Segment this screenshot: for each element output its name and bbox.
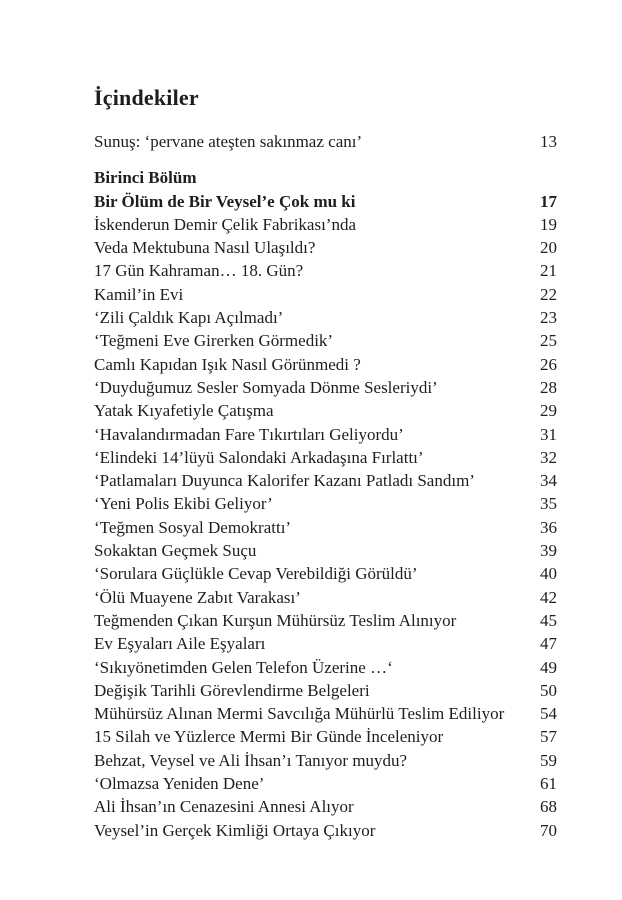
entry-page-number: 61 (540, 774, 557, 794)
entry-title: ‘Zili Çaldık Kapı Açılmadı’ (94, 308, 284, 328)
entry-page-number: 54 (540, 704, 557, 724)
entry-title: ‘Havalandırmadan Fare Tıkırtıları Geliyordu’ (94, 424, 404, 444)
toc-entry-row (94, 329, 557, 352)
toc-entry-row (94, 423, 557, 446)
toc-entry-row (94, 283, 557, 306)
section-subheading-row (94, 190, 557, 213)
toc-entry-row (94, 609, 557, 632)
entry-page-number: 57 (540, 727, 557, 747)
entry-title: ‘Yeni Polis Ekibi Geliyor’ (94, 494, 273, 514)
section-subheading: Bir Ölüm de Bir Veysel’e Çok mu ki (94, 191, 356, 211)
entry-title: Veysel’in Gerçek Kimliği Ortaya Çıkıyor (94, 820, 376, 840)
entry-title: ‘Ölü Muayene Zabıt Varakası’ (94, 587, 301, 607)
entry-page-number: 68 (540, 797, 557, 817)
entry-page-number: 22 (540, 284, 557, 304)
entry-page-number: 35 (540, 494, 557, 514)
entry-page-number: 31 (540, 424, 557, 444)
toc-section-block (94, 166, 557, 213)
entry-title: Ev Eşyaları Aile Eşyaları (94, 634, 266, 654)
toc-entry-row (94, 376, 557, 399)
entry-title: ‘Olmazsa Yeniden Dene’ (94, 774, 265, 794)
entry-title: ‘Elindeki 14’lüyü Salondaki Arkadaşına Fırlattı’ (94, 447, 424, 467)
entry-title: ‘Teğmeni Eve Girerken Görmedik’ (94, 331, 334, 351)
page-title: İçindekiler (94, 85, 199, 110)
section-page-number: 17 (540, 191, 557, 211)
toc-entry-row (94, 656, 557, 679)
preface-page-number: 13 (540, 132, 557, 151)
entry-title: Ali İhsan’ın Cenazesini Annesi Alıyor (94, 797, 354, 817)
toc-entry-row (94, 539, 557, 562)
toc-entry-row (94, 213, 557, 236)
toc-entry-row (94, 702, 557, 725)
section-heading: Birinci Bölüm (94, 168, 197, 188)
entry-title: Kamil’in Evi (94, 284, 184, 304)
entry-page-number: 20 (540, 238, 557, 258)
entry-page-number: 23 (540, 308, 557, 328)
toc-entry-row (94, 353, 557, 376)
entry-title: ‘Sıkıyönetimden Gelen Telefon Üzerine …‘ (94, 657, 393, 677)
toc-entry-row (94, 749, 557, 772)
entry-title: 15 Silah ve Yüzlerce Mermi Bir Günde İnceleniyor (94, 727, 444, 747)
entry-title: Sokaktan Geçmek Suçu (94, 541, 257, 561)
entry-page-number: 21 (540, 261, 557, 281)
toc-entry-row (94, 819, 557, 842)
toc-entry-row (94, 516, 557, 539)
toc-entry-row (94, 469, 557, 492)
entry-page-number: 45 (540, 610, 557, 630)
entry-title: İskenderun Demir Çelik Fabrikası’nda (94, 214, 357, 234)
entry-title: Yatak Kıyafetiyle Çatışma (94, 401, 274, 421)
entry-page-number: 28 (540, 377, 557, 397)
toc-entry-row (94, 679, 557, 702)
entry-title: Mühürsüz Alınan Mermi Savcılığa Mühürlü Teslim Ediliyor (94, 704, 505, 724)
entry-page-number: 70 (540, 820, 557, 840)
section-heading-row (94, 166, 557, 189)
toc-entry-row (94, 795, 557, 818)
toc-entry-row (94, 492, 557, 515)
toc-entry-row (94, 725, 557, 748)
entry-page-number: 34 (540, 471, 557, 491)
entry-page-number: 49 (540, 657, 557, 677)
entry-page-number: 19 (540, 214, 557, 234)
toc-entry-row (94, 586, 557, 609)
toc-entry-row (94, 562, 557, 585)
toc-preface-row (94, 130, 557, 153)
toc-entries (94, 213, 557, 842)
entry-page-number: 50 (540, 680, 557, 700)
entry-page-number: 40 (540, 564, 557, 584)
entry-title: Veda Mektubuna Nasıl Ulaşıldı? (94, 238, 316, 258)
entry-title: 17 Gün Kahraman… 18. Gün? (94, 261, 304, 281)
entry-page-number: 42 (540, 587, 557, 607)
entry-page-number: 29 (540, 401, 557, 421)
entry-title: Teğmenden Çıkan Kurşun Mühürsüz Teslim Alınıyor (94, 610, 457, 630)
entry-title: Behzat, Veysel ve Ali İhsan’ı Tanıyor muydu? (94, 750, 408, 770)
toc-entry-row (94, 632, 557, 655)
preface-title: Sunuş: ‘pervane ateşten sakınmaz canı’ (94, 132, 363, 151)
entry-page-number: 25 (540, 331, 557, 351)
entry-title: ‘Teğmen Sosyal Demokrattı’ (94, 517, 292, 537)
entry-page-number: 26 (540, 354, 557, 374)
entry-page-number: 59 (540, 750, 557, 770)
entry-page-number: 39 (540, 541, 557, 561)
entry-page-number: 32 (540, 447, 557, 467)
entry-page-number: 47 (540, 634, 557, 654)
toc-entry-row (94, 399, 557, 422)
toc-entry-row (94, 259, 557, 282)
entry-title: Değişik Tarihli Görevlendirme Belgeleri (94, 680, 370, 700)
entry-page-number: 36 (540, 517, 557, 537)
toc-entry-row (94, 772, 557, 795)
toc-entry-row (94, 446, 557, 469)
toc-entry-row (94, 306, 557, 329)
entry-title: Camlı Kapıdan Işık Nasıl Görünmedi ? (94, 354, 361, 374)
entry-title: ‘Sorulara Güçlükle Cevap Verebildiği Görüldü’ (94, 564, 418, 584)
entry-title: ‘Patlamaları Duyunca Kalorifer Kazanı Patladı Sandım’ (94, 471, 475, 491)
entry-title: ‘Duyduğumuz Sesler Somyada Dönme Sesleriydi’ (94, 377, 438, 397)
toc-entry-row (94, 236, 557, 259)
